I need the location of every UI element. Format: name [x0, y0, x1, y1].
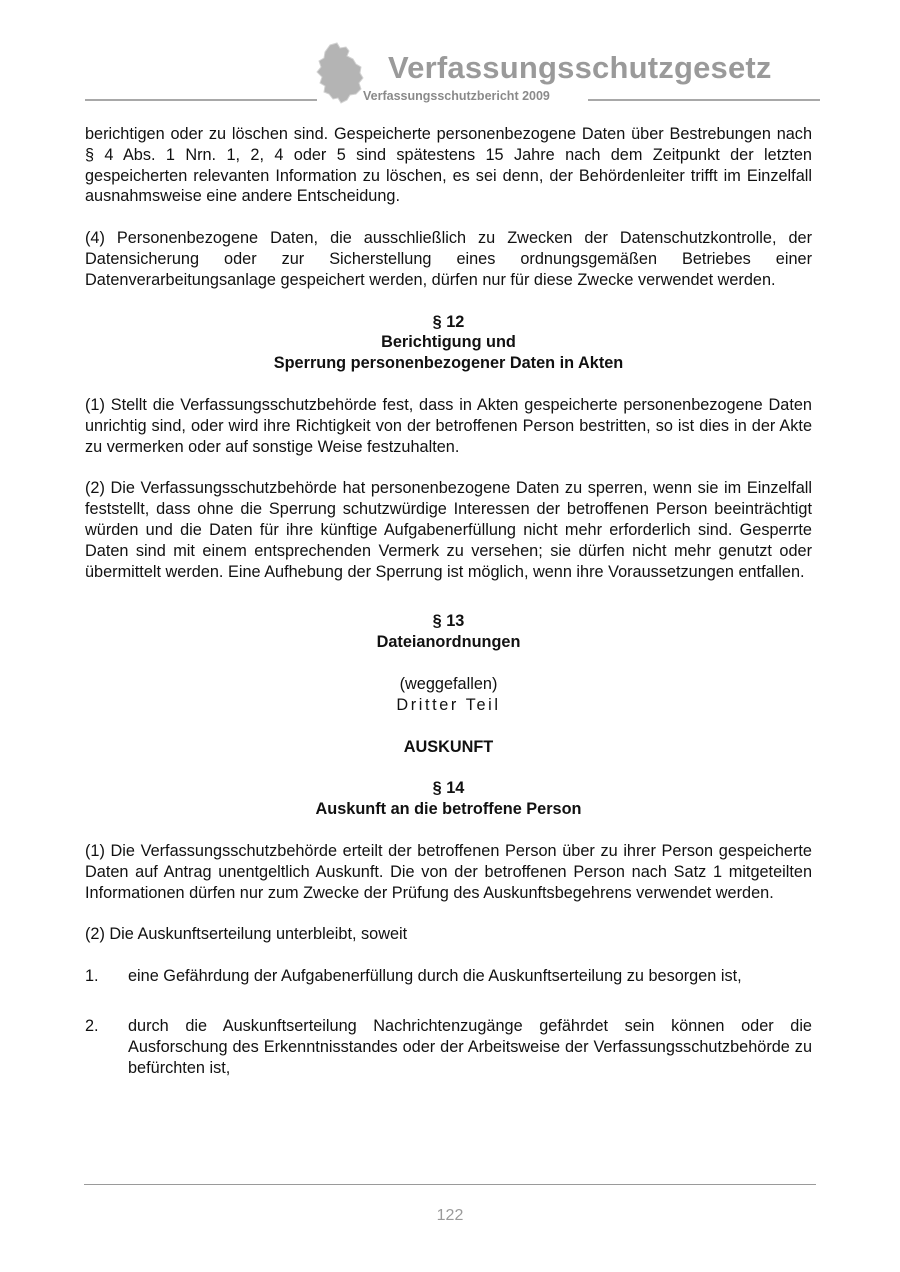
section-title: Dateianordnungen: [376, 633, 521, 652]
section-14-paragraph-1: (1) Die Verfassungsschutzbehörde erteilt der betroffenen Person über zu ihrer Person gespeicherte Daten auf Antrag unentgeltlich Auskunft. Die von der betroffenen Person nach Satz 1 mitgeteilten Informationen dürfen nur zum Zwecke der Prüfung des Auskunftsbegehrens verwendet werden.: [85, 841, 812, 902]
document-body: [85, 124, 812, 1078]
section-title: Berichtigung und: [381, 333, 516, 352]
section-title: Auskunft an die betroffene Person: [315, 800, 582, 819]
list-item: [85, 966, 812, 987]
section-number: § 14: [432, 779, 465, 798]
list-item-number: 2.: [85, 1016, 99, 1035]
list-item-text: durch die Auskunftserteilung Nachrichtenzugänge gefährdet sein können oder die Ausforschung des Erkenntnisstandes oder der Arbeitsweise der Verfassungsschutzbehörde zu befürchten ist,: [128, 1016, 812, 1077]
page-number: 122: [436, 1207, 464, 1224]
section-14-heading: [85, 778, 812, 820]
section-12-heading: [85, 312, 812, 374]
header-rule-left: [85, 99, 317, 101]
section-12-paragraph-1: (1) Stellt die Verfassungsschutzbehörde fest, dass in Akten gespeicherte personenbezogene Daten unrichtig sind, oder wird ihre Richtigkeit von der betroffenen Person bestritten, so ist dies in der Akte zu vermerken oder auf sonstige Weise festzuhalten.: [85, 395, 812, 456]
section-13-heading: [85, 611, 812, 653]
paragraph-4: (4) Personenbezogene Daten, die ausschließlich zu Zwecken der Datenschutzkontrolle, der Datensicherung oder zur Sicherstellung eines ordnungsgemäßen Betriebes einer Datenverarbeitungsanlage gespeichert werden, dürfen nur für diese Zwecke verwendet werden.: [85, 229, 812, 289]
paragraph-intro: berichtigen oder zu löschen sind. Gespeicherte personenbezogene Daten über Bestrebungen nach § 4 Abs. 1 Nrn. 1, 2, 4 oder 5 sind spätestens 15 Jahre nach dem Zeitpunkt der letzten gespeicherten relevanten Information zu löschen, es sei denn, der Behördenleiter trifft im Einzelfall ausnahmsweise eine andere Entscheidung.: [85, 125, 812, 206]
list-item: [85, 1016, 812, 1078]
part-label: Dritter Teil: [396, 695, 501, 714]
header-subtitle: Verfassungsschutzbericht 2009: [363, 89, 550, 103]
section-12-paragraph-2: (2) Die Verfassungsschutzbehörde hat personenbezogene Daten zu sperren, wenn sie im Einzelfall feststellt, dass ohne die Sperrung schutzwürdige Interessen der betroffenen Person beeinträchtigt würden und die Daten für ihre künftige Aufgabenerfüllung nicht mehr erforderlich sind. Gesperrte Daten sind mit einem entsprechenden Vermerk zu versehen; sie dürfen nicht mehr genutzt oder übermittelt werden. Eine Aufhebung der Sperrung ist möglich, wenn ihre Voraussetzungen entfallen.: [85, 479, 812, 581]
header-title: Verfassungsschutzgesetz: [388, 50, 772, 85]
saxony-anhalt-state-map-icon: [316, 42, 364, 104]
section-number: § 12: [432, 312, 465, 331]
section-title: Sperrung personenbezogener Daten in Akten: [273, 354, 624, 373]
section-13-note: (weggefallen): [399, 674, 498, 693]
header-rule-right: [588, 99, 820, 101]
section-number: § 13: [432, 612, 465, 631]
list-item-text: eine Gefährdung der Aufgabenerfüllung durch die Auskunftserteilung zu besorgen ist,: [128, 967, 742, 986]
footer-rule: [84, 1184, 816, 1185]
section-14-paragraph-2: (2) Die Auskunftserteilung unterbleibt, soweit: [85, 925, 408, 944]
list-item-number: 1.: [85, 967, 99, 986]
part-title: AUSKUNFT: [403, 737, 494, 756]
